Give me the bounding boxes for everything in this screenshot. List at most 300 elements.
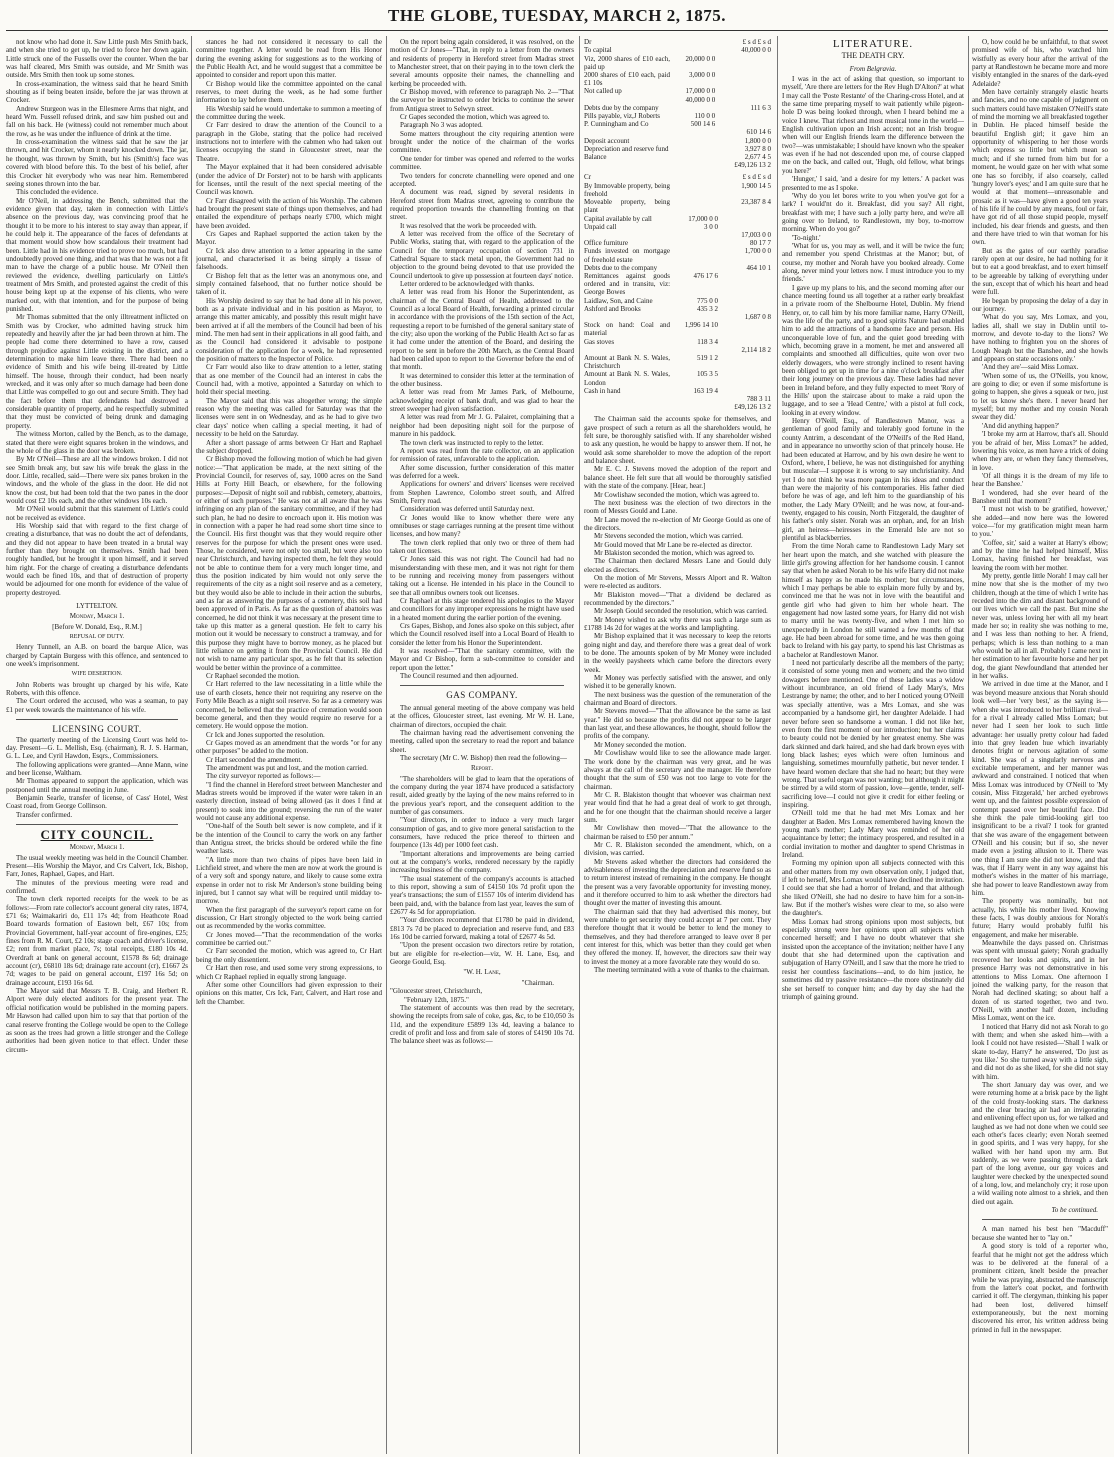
paragraph: The minutes of the previous meeting were read and confirmed. [6,878,188,895]
balance-row [584,321,771,337]
section-heading: LICENSING COURT. [52,724,142,735]
paragraph: 'Hunger,' I said, 'and a desire for my letters.' A packet was presented to me as I spoke. [782,175,964,192]
paragraph: I need not particularly describe all the members of the party; it consisted of some young men and women; and the two timid dowagers before mentioned. One of these ladies was a widow without incumbrance, an old friend of Lady Mary's, Mrs Lestrange by name; the other, and to her I noticed young O'Neill was specially attentive, was a Mrs Lomax, and she was accompanied by a handsome girl, her daughter Adelaide. I had never before seen so handsome a woman. I did not like her, even from the first moment of our introduction; but her claims to beauty could not be denied by her greatest enemy. She was dark skinned and dark haired, and she had dark brown eyes with long black lashes; eyes which were often luminous and languishing, sometimes mournfully pathetic, but never tender. I have heard women declare that she had no heart; but they were wrong. That useful organ was not wanting; but although it might be stirred by a wild storm of passion, love—gentle, tender, self-sacrificing love—I could not give it credit for either feeling or inspiring. [782,659,964,809]
balance-row [584,272,771,297]
paragraph: 'Why do you let bores write to you when you've got for a lark? I would'nt do it. Breakfast, did you say? All right, breakfast with me; I have such a jolly party here, and we're all going over to Ireland, to Randlestown, my boy, to-morrow morning. When do you go?' [782,191,964,234]
balance-item: Deposit account [584,136,630,145]
balance-row [584,370,771,386]
balance-amount [718,272,771,297]
balance-amount [715,87,771,95]
balance-item [584,96,670,104]
paragraph: 'And they are'—said Miss Lomax. [982,363,1079,372]
balance-item: Capital available by call [584,214,652,223]
paragraph: Mr Blakiston moved—"That a dividend be declared as recommended by the directors." [584,590,771,607]
paragraph: Cr Ick also drew attention to a letter appearing in the same journal, and characterised it as being simply a tissue of falsehoods. [196,246,382,272]
paragraph: 'What for us, you may as well, and it will be twice the fun; and remember you spend Christmas at the Manor; but, of course, my mother and Norah have you booked already. Come along, never mind your letters now. I must introduce you to my friends.' [782,241,964,284]
section-heading: LYTTELTON. [76,602,118,611]
paragraph: Mr Money seconded the motion. [594,740,687,749]
paragraph: Henry Tunnell, an A.B. on board the barque Alice, was charged by Captain Burgess with this offence, and sentenced to one week's imprisonment. [6,643,188,669]
paragraph: 'I must not wish to be gratified, however,' she added—and now here was the lowered voice—'for my gratification might mean harm to you.' [972,505,1108,539]
balance-row [584,120,771,128]
balance-item [584,128,670,136]
paragraph: When the first paragraph of the surveyor's report came on for discussion, Cr Hart strongly objected to the work being carried out as recommended by the works committee. [196,905,382,931]
column-divider [777,36,778,1454]
paragraph: Cr Farr would also like to draw attention to a letter, stating that as one member of the Council had an interest in cabs the Council had, with a motive, appointed a Saturday on which to hold their special meeting. [196,363,382,397]
balance-amount: 610 14 6 [746,128,771,137]
paragraph: Cr Hart seconded the amendment. [206,755,303,764]
paragraph: After a short passage of arms between Cr Hart and Raphael the subject dropped. [196,438,382,455]
credit-label: Cr [584,173,592,182]
balance-amount [670,153,715,161]
balance-amount: 105 3 5 [696,370,718,379]
paragraph: Cr Farr disagreed with the action of his Worship. The cabmen had brought the present state of things upon themselves, and had entailed the expenditure of perhaps nearly £700, which might have been avoided. [196,196,382,230]
paragraph: Mr E. C. J. Stevens moved the adoption of the report and balance sheet. He felt sure that all would be thoroughly satisfied with the state of the company. [Hear, hear.] [584,465,771,491]
balance-row [584,215,771,223]
balance-amount [718,354,771,370]
paragraph: It was determined to consider this letter at the termination of the other business. [390,371,574,389]
continued-note: To be continued. [1051,1206,1098,1215]
paragraph: The town clerk replied that only two or three of them had taken out licenses. [390,538,574,555]
paragraph: Mr Thomas appeared to support the application, which was postponed until the annual meeting in June. [6,777,188,794]
signature-place: "Gloucester street, Christchurch, [390,987,483,996]
paragraph: A report was read from the rate collector, on an application for remission of rates, unfavorable to the application. [390,446,574,464]
balance-row [584,55,771,71]
balance-amount [670,346,718,354]
balance-sheet-header [584,173,771,181]
paragraph: One tender for timber was opened and referred to the works committee. [390,154,574,172]
paragraph: Cr Bishop moved the following motion of which he had given notice:—"That application be made, at the next sitting of the Provincial Council, for reserves of, say, 1000 acres on the Sand Hills at Forty Hill Beach, or elsewhere, for the following purposes:—Deposit of night soil and rubbish, cemetery, abattoirs, or either of such purposes." He was not at all aware that he was infringing on any plan of the sanitary committee, and if they had such plan, he had no desire to encroach upon it. His motion was in connection with a paper he had read some short time since to the Council. His first thought was that they would require other reserves for the purpose for which the present ones were used. Those, he considered, were not only too small, but were also too near Christchurch, and having inspected them, he felt they would not be able to continue them for a very much longer time, and thus the position indicated by him would not only serve the requirements of the city as a night soil reserve and as a cemetery, but they would also be able to include in their action the suburbs, and as far as answering the purposes of a cemetery, this soil had been approved of in Paris. As far as the question of abattoirs was concerned, he did not think it was necessary at the present time to take up this matter as a general question. He felt to carry his motion out it would be necessary to construct a tramway, and for this purpose they might have to borrow money, as he placed but little reliance on getting it from the Provincial Council. He did not wish to name any particular spot, as he felt that its selection would be better within the province of a committee. [196,455,382,672]
paragraph: The witness Morton, called by the Bench, as to the damage, stated that there were eight squares broken in the windows, and the whole of the glass in the door was broken. [6,430,188,455]
paragraph: "Your directors recommend that £1780 be paid in dividend, £813 7s 7d be placed to depreciation and reserve fund, and £83 16s 10d be carried forward, making a total of £2677 4s 5d. [390,916,574,942]
balance-item: Ashford and Brooks [584,304,641,313]
paragraph: His Worship said that with regard to the first charge of creating a disturbance, that was no doubt the act of defendants, and they did not appear to have been treated in a brutal way further than they brought on themselves. Smith had been roughly handled, but he brought it upon himself, and it served him right. For the charge of creating a disturbance defendants would each be fined 10s, and that of destruction of property would be adjourned for one month for evidence of the value of property destroyed. [6,521,188,597]
balance-row [584,71,771,87]
paragraph: Crs Gapes, Bishop, and Jones also spoke on this subject, after which the Council resolved itself into a Local Board of Health to consider the letter from his Honor the Superintendent. [390,622,574,647]
balance-amount [670,239,718,247]
balance-amount: £49,126 13 2 [734,161,771,170]
paragraph: Mr Cowlishaw seconded the motion, which was agreed to. [594,490,760,499]
balance-amount [670,161,715,169]
subheading: REFUSAL OF DUTY. [69,634,125,641]
balance-row [584,153,771,161]
balance-item: By Immovable property, being freehold [584,181,671,198]
paragraph: Cr Jones said this was not right. The Council had had no misunderstanding with these men, and it was not right for them to be running and receiving money from passengers without taking out a license. He intended in his place in the Council to see that all omnibus owners took out licenses. [390,555,574,597]
balance-amount [670,104,715,112]
section-heading: CITY COUNCIL. [40,826,154,842]
balance-row [584,239,771,247]
balance-item: Laidlaw, Son, and Caine [584,296,653,305]
paragraph: The next business was the question of the remuneration of the chairman and Board of directors. [584,690,771,708]
balance-amount: 111 6 3 [750,103,771,112]
paragraph: A good story is told of a reporter who, fearful that he might not get the address which was to be delivered at the funeral of a prominent citizen, knelt beside the preacher while he was praying, abstracted the manuscript from the latter's coat pocket, and forthwith carried it off. The clergyman, thinking his paper had been lost, delivered himself extemporaneously, but the next morning discovered his error, his written address being printed in full in the newspaper. [972,1242,1108,1334]
paragraph: A letter was received from the office of the Secretary of Public Works, stating that, with regard to the application of the Council for the temporary occupation of section 731 in Cathedral Square to stack metal upon, the Government had no objection to the ground being devoted to that use provided the Council undertook to give up possession at fourteen days' notice. [390,229,574,280]
story-source: From Belgravia. [849,64,897,73]
paragraph: His Worship desired to say that he had done all in his power, both as a private individual and in his position as Mayor, to arrange this matter amicably, and possibly this result might have been arrived at if all the members of the Council had been of his mind. The men had sent in their applications in all good faith, and as the Council had considered it advisable to postpone consideration of the application for a week, he had represented the position of matters to the Inspector of Police. [196,296,382,364]
paragraph: I wondered, had she ever heard of the Banshee until that moment? [972,488,1108,505]
column-2 [196,38,382,1453]
balance-amount: 118 3 4 [697,337,718,346]
paragraph: The Chairman said the accounts spoke for themselves, and gave prospect of such a return as all the shareholders would, he felt sure, be thoroughly satisfied with. If any shareholder wished to ask any question, he would be happy to answer them. If not, he would ask some shareholder to move the adoption of the report and balance sheet. [584,415,771,466]
balance-item [584,395,670,403]
balance-amount [718,370,771,386]
paragraph: The short January day was over, and we were returning home at a brisk pace by the light of the cold frosty-looking stars. The darkness and the clear bracing air had an invigorating and enlivening effect upon us, for we talked and laughed as we had not done when we could see each other's faces clearly; even Norah seemed in good spirits, and I was very happy, for she walked with her hand upon my arm. But suddenly, as we were passing through a dark part of the long avenue, our gay voices and laughter were checked by the unexpected sound of a long, low, and melancholy cry; it rose upon a wild wailing note almost to a shriek, and then died out again. [972,1080,1108,1206]
paragraph: Mr Cowlishaw then moved—"That the allowance to the chairman be raised to £50 per annum." [584,824,771,841]
paragraph: "I find the channel in Hereford street between Manchester and Madras streets would be improved if the water were taken in an easterly direction, instead of being allowed (as it does I find at present) to soak into the ground; reversing the run of the water would not cause any additional expense. [196,780,382,822]
subheading: WIFE DESERTION. [71,671,123,678]
paragraph: Cr Raphael at this stage tendered his apologies to the Mayor and councillors for any improper expressions he might have used in a heated moment during the earlier portion of the evening. [390,597,574,622]
balance-amount [670,137,715,145]
paragraph: "Important alterations and improvements are being carried out at the company's works, rendered necessary by the rapidly increasing business of the company. [390,849,574,875]
paragraph: Cr Jones moved—"That the recommendation of the works committee be carried out." [196,930,382,948]
paragraph: Men have certainly strangely elastic hearts and fancies, and no one capable of judgment on such matters could have mistaken O'Neill's state of mind the morning we all breakfasted together in Dublin. He placed himself beside the beautiful English girl; it gave him an opportunity of whispering to her those words which express so little but which mean so much; and if she turned from him but for a moment, he would gaze on her with what some one has so forcibly, if also coarsely, called 'hungry lover's eyes;' and I am quite sure that he would at that moment—unreasonable and prosaic as it was—have given a good ten years of his life if he could by any means, foul or fair, have got rid of all those stupid people, myself included, his dear friends and guests, and then and there have tried to win that woman for his own. [972,88,1108,247]
column-4 [584,38,771,1453]
paragraph: O'Neill told me that he had met Mrs Lomax and her daughter at Baden. Mrs Lomax remembered having known the young man's mother; Lady Mary was reminded of her old acquaintance by letter; the intimacy prospered, and resulted in a cordial invitation to mother and daughter to spend Christmas in Ireland. [782,809,964,859]
balance-amount [670,403,718,411]
paragraph: The meeting terminated with a vote of thanks to the chairman. [594,966,770,975]
balance-row [584,338,771,346]
paragraph: After some other Councillors had given expression to their opinions on this matter, Crs Ick, Farr, Calvert, and Hart rose and left the Chamber. [196,980,382,1006]
balance-row [584,395,771,403]
paragraph: Crs Gapes and Raphael supported the action taken by the Mayor. [196,229,382,247]
paragraph: Mr Joseph Gould seconded the resolution, which was carried. [594,607,768,616]
balance-amount [718,321,771,337]
balance-amount: 40,000 0 0 [741,46,771,55]
column-divider [968,36,969,1454]
paragraph: O, how could he be unfaithful, to that sweet promised wife of his, who watched him wistfully as every hour after the arrival of the party at Randlestown he became more and more visibly entangled in the snares of the dark-eyed Adelaide? [972,38,1108,88]
paragraph: Paragraph No 3 was adopted. [400,121,483,130]
story-title: THE DEATH CRY. [841,51,905,61]
paragraph: It was resolved—"That the sanitary committee, with the Mayor and Cr Bishop, form a sub-committee to consider and report upon the letter." [390,647,574,672]
balance-item: Balance [584,152,607,161]
paragraph: I gave up my plans to his, and the second morning after our chance meeting found us all together at a rather early breakfast in a private room of the Shelbourne Hotel, Dublin. My friend Henry, or, to call him by his more familiar name, Harry O'Neill, was the life of the party, and to good spirits Nature had enabled him to add the attractions of a handsome face and person. His unconquerable love of fun, and the quiet good breeding with which, becoming grave in a moment, he met and answered all complaints and smoothed all difficulties, quite won over two elderly dowagers, who were strongly inclined to resent having been obliged to get up in time for a nine o'clock breakfast after their long journey on the previous day. These ladies had never been in Ireland before, and they fully expected to meet 'Rory of the Hills' upon the staircase about to make a raid upon the luggage, and to see a 'Head Centre,' with a pistol at full cock, looking in at every window. [782,283,964,417]
credit-table [584,182,771,412]
paragraph: My pretty, gentle little Norah! I may call her mine now that she is the mother of my two children, though at the time of which I write has receded into the dim and distant background of our lives which we call the past. But mine she never was, unless loving her with all my heart made her so; in reality she was nothing to me, and I was less than nothing to her. A friend, perhaps; which is less than nothing to a man who would be all in all. Probably I came next in her estimation to her favourite horse and her pet dog, the giant Newfoundland that attended her in her walks. [972,572,1108,681]
currency-columns: £ s d £ s d [742,173,771,182]
paragraph: It was resolved that the work be proceeded with. [400,221,537,230]
paragraph: Cr Farr seconded the motion, which was agreed to, Cr Hart being the only dissentient. [196,947,382,964]
paragraph: Andrew Sturgeon was in the Ellesmere Arms that night, and heard Wm. Fussell refused drink, and saw him pushed out and fall on his back. He (witness) could not remember much about the row, as he was under the influence of drink at the time. [6,104,188,138]
paragraph: I noticed that Harry did not ask Norah to go with them; and when she asked him—with a look I could not have resisted—'Shall I walk or skate to-day, Harry?' he answered, 'Do just as you like.' So she turned away with a little sigh, and did not do as she liked, for she did not stay with him. [972,1022,1108,1081]
paragraph: The annual general meeting of the above company was held at the offices, Gloucester street, last evening. Mr W. H. Lane, chairman of directors, occupied the chair. [390,703,574,729]
paragraph: A man named his best hen "Macduff" because she wanted her to "lay on." [972,1225,1108,1242]
balance-amount: 775 0 0 [696,296,718,305]
balance-amount: 17,003 0 0 [741,230,771,239]
balance-item: Not called up [584,87,622,96]
paragraph: Mr O'Neil would submit that this statement of Little's could not be received as evidence. [6,505,188,522]
paragraph: "Upon the present occasion two directors retire by rotation, but are eligible for re-election—viz, W. H. Lane, Esq, and George Gould, Esq. [390,941,574,967]
balance-item [584,313,670,321]
balance-amount [670,231,718,239]
balance-amount: 110 0 0 [694,111,716,120]
paragraph: Mr Lane moved the re-election of Mr George Gould as one of the directors. [584,515,771,532]
balance-amount: 80 17 7 [750,239,771,248]
paragraph: Cr Bishop felt that as the letter was an anonymous one, and simply contained falsehood, that no further notice should be taken of it. [196,271,382,297]
balance-item [584,161,670,169]
balance-row [584,387,771,395]
paragraph: Some matters throughout the city requiring attention were brought under the notice of the chairman of the works committee. [390,129,574,155]
balance-amount: 40,000 0 0 [685,95,716,104]
balance-amount [718,215,771,223]
paragraph: On the motion of Mr Stevens, Messrs Alport and R. Walton were re-elected as auditors. [584,573,771,591]
paragraph: The usual weekly meeting was held in the Council Chamber. Present—His Worship the Mayor, and Crs Calvert, Ick, Bishop, Farr, Jones, Raphael, Gapes, and Hart. [6,853,188,879]
balance-amount [715,55,771,71]
debit-label: Dr [584,38,592,46]
paragraph: The following applications were granted—Anne Mann, wine and beer license, Waltham. [6,760,188,777]
column-6 [972,38,1108,1453]
balance-amount: 519 1 2 [696,354,718,362]
paragraph: Meanwhile the days passed on. Christmas was spent with unusual gaiety; Norah gradually recovered her looks and spirits, and in her presence Harry was not demonstrative in his attentions to Miss Lomax. One afternoon I joined the walking party, for the reason that Norah had declined skating; so about half a dozen of us started together, two and two. O'Neill, with another half dozen, including Miss Lomax, went on the ice. [972,939,1108,1023]
paragraph: The Chairman then declared Messrs Lane and Gould duly elected as directors. [584,557,771,574]
balance-amount: 788 3 11 [746,395,771,404]
balance-row [584,137,771,145]
paragraph: The Court ordered the accused, who was a seaman, to pay £1 per week towards the maintenance of his wife. [6,697,188,714]
paragraph: The statement of accounts was then read by the secretary, showing the receipts from sale of coke, gas, &c, to be £10,050 3s 11d, and the expenditure £5899 13s 4d, leaving a balance to credit of profit and loss and from sale of stores of £4190 10s 7d. The balance sheet was as follows:— [390,1003,574,1046]
balance-row [584,104,771,112]
paragraph: We arrived in due time at the Manor, and I was beyond measure anxious that Norah should look well—her 'very best,' as the saying is—when she was introduced to her brilliant rival—for a rival I already called Miss Lomax; but never had I seen her look to such little advantage: her usually pretty colour had faded into that grey leaden hue which invariably denotes fright or nervous agitation of some kind. She was of a singularly nervous and excitable temperament, and her manner was awkward and constrained. I noticed that when Miss Lomax was introduced by O'Neill to 'My cousin, Miss Fitzgerald,' her arched eyebrows went up, and the faintest possible expression of contempt passed over her beautiful face. Did she think the pale timid-looking girl too insignificant to be a rival? I took for granted that she was aware of the engagement between O'Neill and his cousin; but if so, she never made even a jesting allusion to it. There was one thing I am sure she did not know, and that was, that if Harry went in any way against his mother's wishes in the matter of his marriage, she had power to leave Randlestown away from him. [972,680,1108,898]
balance-row [584,198,771,214]
paragraph: Transfer confirmed. [16,810,73,819]
paragraph: Mr Bishop explained that it was necessary to keep the retorts going night and day, and therefore there was a great deal of work to be done. The amounts spoken of by Mr Money were included in the weekly paysheets which came before the directors every week. [584,632,771,674]
currency-columns: £ s d £ s d [742,38,771,46]
paragraph: A letter was read from Mr J. G. Palairet, complaining that a neighbor had been depositing night soil for the purpose of manure in his paddock. [390,413,574,439]
paragraph: Mr Cowlishaw would like to see the allowance made larger. The work done by the chairman was very great, and he was always at the call of the secretary and the manager. He therefore thought that the sum of £50 was not too large to vote for the chairman. [584,749,771,791]
balance-amount: 2,677 4 5 [744,152,771,161]
balance-amount: 3 0 0 [703,222,718,231]
balance-row [584,247,771,263]
balance-amount [670,128,715,136]
paragraph: The property was nominally, but not actually, his while his mother lived. Knowing these facts, I was doubly anxious for Norah's future; Harry would probably fulfil his engagement, and make her miserable. [972,897,1108,939]
paragraph: The town clerk reported receipts for the week to be as follows:—From rate collector's account general city rates, 1874, £71 6s; Waimakariri do, £11 17s 4d; from Heathcote Road Board towards formation of Eastown belt, £67 10s; from Provincial Government, half-year account of fire-engines, £25; fines from R. M. Court, £2 10s; stage coach and driver's license, £2; rent from market place, 7s; total receipts, £180 10s 4d. Overdraft at bank on general account, £1578 8s 6d; drainage account (cr), £6810 18s 6d; drainage rate account (cr), £1667 2s 7d; wages to be paid on general account, £197 16s 5d; on drainage account, £193 16s 6d. [6,895,188,987]
balance-item: Amount at Bank N. S. Wales, London [584,370,671,387]
paragraph: Letter ordered to be acknowledged with thanks. [400,279,535,288]
balance-item: P. Cunningham and Co [584,120,649,129]
paragraph: In cross-examination, the witness said that he heard Smith shouting as if being beaten inside, before the jar was thrown at Crocker. [6,79,188,105]
balance-item: Unpaid call [584,222,617,231]
paragraph: Cr Hart referred to the law necessitating in a little while the use of earth closets, hence their not requiring any reserve on the Forty Mile Beach as a night soil reserve. So far as a cemetery was concerned, he believed that the practice of cremation would soon become general, and then they would require no reserve for a cemetery. He would oppose the motion. [196,680,382,731]
column-divider [386,36,387,1454]
paragraph: Mr Money was perfectly satisfied with the answer, and only wished it to be generally known. [584,674,771,691]
balance-amount: 1,687 0 8 [744,312,771,321]
paragraph: The chairman having read the advertisement convening the meeting, called upon the secretary to read the report and balance sheet. [390,728,574,754]
balance-row [584,128,771,136]
section-heading: LITERATURE. [832,38,914,50]
paragraph: Mr Blakiston seconded the motion, which was agreed to. [594,548,755,557]
balance-amount: 1,996 14 10 [684,321,718,330]
paragraph: The Council resumed and then adjourned. [400,672,519,681]
balance-amount: 2,114 18 2 [741,345,771,354]
balance-row [584,346,771,354]
balance-item: Stock on hand: Coal and material [584,321,671,338]
balance-amount: 17,000 0 0 [688,214,718,223]
paragraph: Mr Thomas submitted that the only illtreatment inflicted on Smith was by Crocker, who admitted having struck him repeatedly and heavily after the jar had been thrown at him. The people had come there determined to have a row, caused through prejudice against Little existing in the district, and a determination to make him leave there. There had been no evidence of Smith and his wife being ill-treated by Little himself. The house, through their conduct, had been nearly wrecked, and it was only after so much damage had been done that Little was compelled to go out and secure Smith. They had the fact before them that defendants had destroyed a considerable quantity of property, and he respectfully submitted that they must be convicted of being drunk and damaging property. [6,313,188,430]
balance-row [584,96,771,104]
balance-item: To capital [584,46,612,55]
paragraph: 'And did anything happen?' [982,421,1060,430]
balance-item [584,231,670,239]
balance-row [584,182,771,198]
balance-item: Cash in hand [584,386,621,395]
paragraph: By Mr O'Neil—These are all the windows broken. I did not see Smith break any, but saw his wife break the glass in the door. Little, recalled, said—There were six panes broken in the windows, and the whole of the glass in the door. He did not know the cost, but had been told that the two panes in the door would cost £2 10s each, and the other windows 10s each. [6,455,188,505]
paragraph: Cr Ick and Jones supported the resolution. [206,730,325,739]
paragraph: I was in the act of asking that question, so important to myself, 'Are there are letters for the Rev Hugh D'Alton?' at what I may call the 'Poste Restante' of the Charing-cross Hotel, and at the same time preparing myself to wait patiently while pigeon-hole D was being looked through, when I heard behind me a voice I knew. That richest and most musical tone in the world—English cultivation upon an Irish accent; not an Irish brogue when will our English friends learn the difference between the two?—was unmistakable; I should have known who the speaker was even if he had not descended upon me, of course clapped me on the back, and called out, 'Hugh, old fellow, what brings you here?' [782,75,964,175]
paragraph: The Mayor explained that it had been considered advisable (under the advice of Dr Forster) not to be harsh with applicants for licenses, until the result of the next special meeting of the Council was known. [196,163,382,197]
paragraph: Two tenders for concrete channelling were opened and one accepted. [390,171,574,188]
paragraph: 'What do you say, Mrs Lomax, and you, ladies all, shall we stay in Dublin until to-morrow, and devote to-day to the lions? We have nothing to frighten you on the shores of Lough Neagh but the Banshee, and she howls and appears on state occasions only.' [972,313,1108,364]
paragraph: His Worship said he would undertake to summon a meeting of the committee during the week. [196,104,382,122]
balance-amount [670,145,715,153]
balance-amount [718,387,771,395]
balance-amount [670,198,718,214]
paragraph: Mr C. R. Blakiston seconded the amendment, which, on a division, was carried. [584,840,771,858]
section-date: Monday, March 1. [69,612,125,621]
balance-amount: 435 3 2 [696,304,718,313]
balance-row [584,354,771,370]
paragraph: He began by proposing the delay of a day in our journey. [972,296,1108,313]
balance-item [584,346,670,354]
paragraph: "Your directors, in order to induce a very much larger consumption of gas, and to give more general satisfaction to the consumers, have reduced the price thereof to thirteen and fourpence (13s 4d) per 1000 feet cash. [390,816,574,850]
signature-name: "W. H. Lane, [463,968,501,977]
balance-amount: 23,387 8 4 [741,198,771,207]
masthead: THE GLOBE, TUESDAY, MARCH 2, 1875. [387,6,727,25]
paragraph: Cr Gapes seconded the motion, which was agreed to. [400,113,550,122]
balance-row [584,145,771,153]
paragraph: A letter was read from his Honor the Superintendent, as chairman of the Central Board of Health, addressed to the Council as a local Board of Health, forwarding a printed circular in accordance with the provisions of the 15th section of the Act, requesting a report to be furnished of the general sanitary state of the city; also upon the working of the Public Health Act so far as it had come under the attention of the Board, and desiring the report to be sent in before the 20th March, as the Central Board had been called upon to report to the Governor before the end of that month. [390,288,574,372]
paragraph: stances he had not considered it necessary to call the committee together. A letter would be read from His Honor during the evening asking for suggestions as to the working of the Public Health Act, and he would suggest that a committee be appointed to consider and report upon this matter. [196,38,382,80]
balance-item: Viz, 2000 shares of £10 each, paid up [584,54,671,71]
paragraph: Cr Hart then rose, and used some very strong expressions, to which Cr Raphael replied in equally strong language. [196,964,382,981]
section-heading: GAS COMPANY. [446,690,518,701]
paragraph: Applications for owners' and drivers' licenses were received from Stephen Lawrence, Colombo street south, and Alfred Smith, Ferry road. [390,480,574,505]
column-1 [6,38,188,1453]
subheading: Report. [471,764,493,773]
balance-amount [715,96,771,104]
section-rule [400,685,564,686]
balance-item: Moveable property, being plant [584,198,671,215]
balance-item: Debts due to the company [584,263,658,272]
balance-item: 2000 shares of £10 each, paid £1 10s [584,70,671,88]
paragraph: Mr Stevens asked whether the directors had considered the advisableness of investing the depreciation and reserve fund so as to return interest instead of remaining in the company. He thought the present was a very favorable opportunity for investing money, and it therefore occurred to him to ask whether the directors had thought over the matter of investing this amount. [584,857,771,908]
paragraph: John Roberts was brought up charged by his wife, Kate Roberts, with this offence. [6,680,188,698]
balance-amount [670,182,718,198]
balance-item: Remittances against goods ordered and in transitu, viz: George Bowes [584,271,671,297]
balance-item: Funds invested on mortgage of freehold estate [584,247,671,264]
balance-row [584,112,771,120]
debit-table [584,46,771,169]
balance-item: Office furniture [584,239,628,248]
section-rule [16,719,178,720]
paragraph: "A little more than two chains of pipes have been laid in Lichfield street, and where the men are now at work the ground is of a very soft and spongy nature, and likely to cause some extra expense in order not to risk Mr Anderson's stone building being injured, but I cannot say what will be required until midday to-morrow. [196,855,382,906]
balance-row [584,223,771,231]
paragraph: Consideration was deferred until Saturday next. [400,505,535,514]
paragraph: Mr O'Neil, in addressing the Bench, submitted that the evidence given that day, taken in connection with Little's absence on the previous day, was convincing proof that he thought it to be more to his interest to stay away than appear, if he could help it. The appearance of the faces of defendants at that moment would show how scandalous their treatment had been. Little had in his evidence tried to prove too much, but had undoubtedly proved one thing, and that was that he was not a fit man to have the charge of a public house. Mr O'Neil then reviewed the evidence, dwelling particularly on Little's treatment of Mrs Smith, and protested against the credit of this house being kept up at the expense of his clients, who were marked out, with that intention, and for the purpose of being punished. [6,196,188,313]
paragraph: The amendment was put and lost, and the motion carried. [206,763,368,772]
paragraph: 'Of all things it is the dream of my life to hear the Banshee.' [972,471,1108,489]
paragraph: After some discussion, further consideration of this matter was deferred for a week. [390,463,574,480]
paragraph: From the time Norah came to Randlestown Lady Mary set her heart upon the match, and she watched with pleasure the little girl's growing affection for her handsome cousin. I cannot say that when he asked Norah to be his wife Harry did not make himself as happy as he made his mother; but circumstances, which I may perhaps be able to explain more fully by and by, convinced me that he was not in love with the beautiful and gentle girl who had given to him her whole heart. The engagement had now lasted some years, for Harry did not wish to marry until he was twenty-five, and when I met him so unexpectedly in London he still wanted a few months of that age. He had been abroad for some time, and he was then going back to Ireland with his gay party, to spend his last Christmas as a bachelor at Randlestown Manor. [782,542,964,659]
paragraph: 'When some of us, the O'Neills, you know, are going to die; or even if some misfortune is going to happen, she gives a squeak or two, just to let us know she's there. I never heard her myself; but my mother and my cousin Norah swear they did.' [972,371,1108,422]
paragraph: On the report being again considered, it was resolved, on the motion of Cr Jones—"That, in reply to a letter from the owners and residents of property in Hereford street from Madras street to Manchester street, that on their paying in to the town clerk the several amounts opposite their names, the channelling and kerbing be proceeded with. [390,38,574,88]
balance-amount [715,112,771,120]
paragraph: "The usual statement of the company's accounts is attached to this report, showing a sum of £4150 10s 7d profit upon the year's transactions; the sum of £1557 10s of interim dividend has been paid, and, with the balance from last year, leaves the sum of £2677 4s 5d for appropriation. [390,874,574,917]
balance-amount [718,338,771,346]
paragraph: Cr Jones would like to know whether there were any omnibuses or stage carriages running at the present time without licenses, and how many? [390,513,574,539]
paragraph: The Mayor said that Messrs T. B. Craig, and Herbert R. Alport were duly elected auditors for the present year. The official notification would be published in the morning papers. Mr Hawson had called upon him to say that that portion of the canal reserve fronting the College would be open to the College as soon as the trees had grown a little stronger and the College authorities had been given notice to that effect. Under these circum- [6,987,188,1054]
bench-line: [Before W. Donald, Esq., R.M.] [52,622,142,631]
column-3 [390,38,574,1453]
balance-amount: 1,700 0 0 [744,247,771,256]
balance-amount: 20,000 0 0 [685,54,716,63]
balance-amount [670,46,715,54]
paragraph: "The shareholders will be glad to learn that the operations of the company during the year 1874 have produced a satisfactory result, aided greatly by the laying of the new mains referred to in the previous year's report, and the consequent addition to the number of gas consumers. [390,774,574,816]
column-divider [191,36,192,1454]
paragraph: Mr Money wished to ask why there was such a large sum as £1788 14s 2d for wages at the works and lamplighting. [584,615,771,633]
paragraph: Mr Gould moved that Mr Lane be re-elected as director. [594,540,753,549]
paragraph: Forming my opinion upon all subjects connected with this and other matters from my own observation only, I judged that, if left to herself, Mrs Lomax would have declined the invitation. I could see that she had a horror of Ireland, and that although she liked O'Neill, she had no desire to have him for a son-in-law. But if the mother's wishes were clear to me, so also were the daughter's. [782,859,964,918]
balance-item [584,403,670,411]
paragraph: A document was read, signed by several residents in Hereford street from Madras street, agreeing to contribute the required proportion towards the channelling fronting on that street. [390,188,574,222]
balance-row [584,297,771,305]
paragraph: Cr Bishop moved, with reference to paragraph No. 2—"That the surveyor be instructed to order bricks to continue the sewer from Antigua street to Selwyn street. [390,88,574,113]
balance-amount [715,71,771,87]
paragraph: Miss Lomax had strong opinions upon most subjects, but especially strong were her opinions upon all subjects which concerned herself; and I have no doubt whatever that she insisted upon the acceptance of the invitation; neither have I any doubt that she had determined upon the captivation and subjugation of Harry O'Neill, and I saw that the more he tried to resist her countless fascinations—and, to do him justice, he sometimes did try passive resistance—the more obstinately did she set herself to conquer him; and day by day she had the triumph of gaining ground. [782,917,964,1001]
balance-amount [718,305,771,313]
balance-amount [670,247,718,263]
balance-sheet-header [584,38,771,46]
paragraph: The quarterly meeting of the Licensing Court was held to-day. Present—G. L. Mellish, Esq. (chairman), R. J. S. Harman, G. L. Lee, and Cyril Hawdon, Esqrs., Commissioners. [6,735,188,761]
balance-amount: 1,900 14 5 [741,181,771,190]
balance-item: Gas stoves [584,337,615,346]
paragraph: Mr Stevens moved—"That the allowance be the same as last year." He did so because the profits did not appear to be larger than last year, and these allowances, he thought, should follow the profits of the company. [584,707,771,741]
paragraph: Benjamin Searle, transfer of license, of Cass' Hotel, West Coast road, from George Collinson. [6,793,188,811]
balance-amount: 17,000 0 0 [685,87,716,96]
paragraph: 'To-night.' [792,233,821,242]
section-rule [16,824,178,825]
balance-item: Depreciation and reserve fund [584,144,669,153]
section-date: Monday, March 1. [69,843,125,852]
paragraph: Mr Stevens seconded the motion, which was carried. [594,532,743,541]
paragraph: The next business was the election of two directors in the room of Messrs Gould and Lane. [584,498,771,516]
balance-amount: 500 14 6 [690,120,716,129]
balance-item: Amount at Bank N. S. Wales, Christchurch [584,354,671,371]
paragraph: The town clerk was instructed to reply to the letter. [400,438,544,447]
balance-row [584,313,771,321]
paragraph: A letter was read from Mr James Park, of Melbourne, acknowledging receipt of bank draft, and was glad to hear the street sweeper had given satisfaction. [390,388,574,414]
balance-amount: 163 19 4 [693,386,718,395]
paragraph: 'I broke my arm at Harrow, that's all. Should you be afraid of her, Miss Lomax?' he added, lowering his voice, as men have a trick of doing when they are, or when they fancy themselves, in love. [972,430,1108,472]
balance-row [584,305,771,313]
masthead-rule [6,30,1108,31]
paragraph: "One-half of the South belt sewer is now complete, and if it be the intention of the Council to carry the work on any farther than Antigua street, the bricks should be ordered while the fine weather lasts. [196,822,382,856]
balance-item: Debts due by the company [584,103,659,112]
balance-row [584,231,771,239]
column-5 [782,38,964,1453]
balance-amount: 1,800 0 0 [744,136,771,145]
paragraph: The Mayor said that this was altogether wrong; the simple reason why the meeting was called for Saturday was that the licenses were sent in on Wednesday, and as he had to give two clear days' notice when calling a special meeting, it had of necessity to be held on the Saturday. [196,396,382,439]
balance-row [584,264,771,272]
paragraph: In cross-examination the witness said that he saw the jar thrown, and hit Crocker, whom it nearly knocked down. The jar, he thought, was thrown by Smith, but his (Smith's) face was covered with blood before this. To the best of his belief, after this Crocker hit everybody who was near him. Remembered seeing stones thrown into the bar. [6,138,188,188]
paragraph: Cr Farr desired to draw the attention of the Council to a paragraph in the Globe, stating that the police had received instructions not to interfere with the cabmen who had taken out licenses occupying the stand in Gloucester street, near the Theatre. [196,121,382,163]
paragraph: Cr Raphael seconded the motion. [206,672,300,681]
balance-item: Pills payable, viz,J Roberts [584,111,661,120]
balance-amount: 476 17 6 [693,271,718,280]
section-rule [982,1219,1098,1220]
balance-amount: 3,000 0 0 [688,70,716,79]
balance-amount: 3,927 8 0 [744,144,771,153]
signature-role: "Chairman. [521,978,554,987]
paragraph: The city surveyor reported as follows:— [206,772,321,781]
balance-amount [718,223,771,231]
balance-row [584,87,771,95]
